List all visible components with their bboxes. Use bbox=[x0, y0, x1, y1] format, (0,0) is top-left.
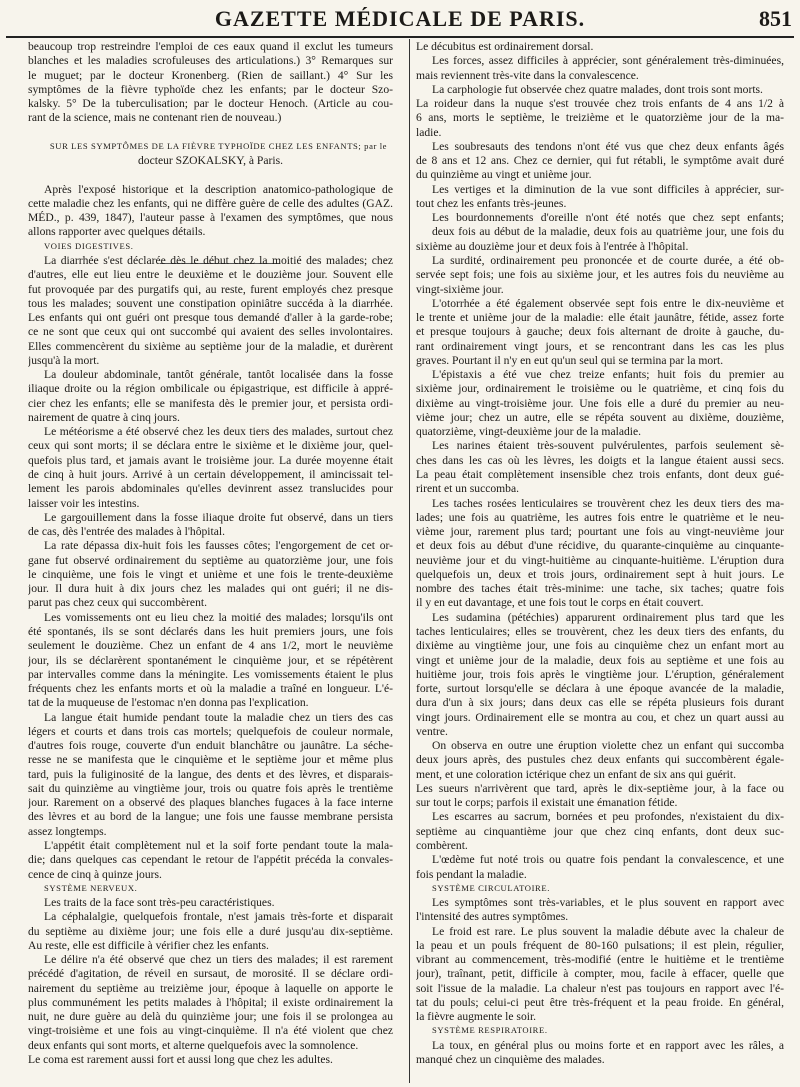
right-column-line: dura d'un à six jours; dans deux cas elle se répéta plusieurs fois durant bbox=[416, 696, 784, 710]
left-column-line: tard, puis la fuliginosité de la langue, des dents et des lèvres, et disparais- bbox=[28, 767, 393, 781]
right-column-line: ment, et une coloration ictérique chez un enfant de six ans qui guérit. bbox=[416, 767, 737, 781]
right-column-line: la peau et un pouls fréquent de 80-160 pulsations; il est plein, régulier, bbox=[416, 938, 784, 952]
right-column-line: Le décubitus est ordinairement dorsal. bbox=[416, 40, 594, 53]
right-column-line: Les sueurs n'arrivèrent que tard, après le dix-septième jour, à la face ou bbox=[416, 781, 784, 795]
left-column-line: précédé d'agitation, de réveil en sursaut, de morosité. Il se déclare ordi- bbox=[28, 967, 393, 981]
left-column-line: quefois plus tard, et jamais avant le troisième jour. La durée moyenne était bbox=[28, 453, 393, 467]
right-column-line: Le froid est rare. Le plus souvent la maladie débute avec la chaleur de bbox=[432, 924, 784, 938]
left-column-line: La langue était humide pendant toute la maladie chez un tiers des cas bbox=[44, 710, 393, 724]
left-column-line: Au reste, elle est difficile à vérifier chez les enfants. bbox=[28, 938, 269, 952]
column-divider bbox=[409, 39, 410, 1083]
right-column-line: deux fois au début de la maladie, deux fois au quatrième jour, une fois du bbox=[432, 225, 784, 239]
right-column-line: dixième au vingt-troisième jour. Une fois elle a duré du premier au neu- bbox=[416, 396, 784, 410]
left-column-line: Les enfants qui ont guéri ont presque tous demandé d'aller à la garde-robe; bbox=[28, 311, 393, 325]
right-column-line: rant ordinairement vingt jours, et se rencontrant dans les cas les plus bbox=[416, 339, 784, 353]
right-column-line: La toux, en général plus ou moins forte et en rapport avec les râles, a bbox=[432, 1038, 784, 1052]
left-column-line: SYSTÈME NERVEUX. bbox=[44, 882, 138, 893]
left-column-line: tat de la muqueuse de l'estomac n'en donna pas l'explication. bbox=[28, 696, 309, 710]
left-column-line: été spontanés, ils se sont déclarés dans les huit premiers jours, une fois bbox=[28, 624, 393, 638]
right-column-line: La roideur dans la nuque s'est trouvée chez trois enfants de 4 ans 1/2 à bbox=[416, 97, 784, 111]
right-column-line: L'épistaxis a été vue chez treize enfants; huit fois du premier au bbox=[432, 368, 784, 382]
left-column-line: deux enfants qui sont morts, et alterne quelquefois avec la somnolence. bbox=[28, 1038, 359, 1052]
right-column-line: tat du pouls; celui-ci peut être très-fréquent et la peau froide. En général, bbox=[416, 995, 784, 1009]
left-column-line: allons rapporter avec quelques détails. bbox=[28, 225, 206, 239]
left-column-line: fréquents chez les enfants morts et où la maladie a traîné en longueur. L'é- bbox=[28, 682, 393, 696]
right-column-line: lades; une fois au quatrième, les autres fois entre le quatrième et le neu- bbox=[416, 510, 784, 524]
left-column-line: parut pas chez ceux qui succombèrent. bbox=[28, 596, 207, 610]
right-column-line: forte, surtout lorsqu'elle se déclara à une époque avancée de la maladie, bbox=[416, 682, 784, 696]
right-column-line: de 8 ans et 12 ans. Chez ce dernier, qui fut rétabli, le symptôme avait duré bbox=[416, 154, 784, 168]
right-column-line: huitième jour, trois fois après le vingtième jour. L'éruption, généralement bbox=[416, 667, 784, 681]
right-column-line: L'otorrhée a été également observée sept fois entre le dix-neuvième et bbox=[432, 296, 784, 310]
header-rule bbox=[6, 36, 794, 38]
left-column-line: jusqu'à la mort. bbox=[28, 353, 100, 367]
left-column-line: ce ne sont que ceux qui ont succombé qui avaient des selles involontaires. bbox=[28, 325, 393, 339]
left-column-line: Elles commencèrent du sixième au septième jour de la maladie, et durèrent bbox=[28, 339, 393, 353]
left-column-line: sait du quinzième au vingtième jour, trois ou quatre fois après le trentième bbox=[28, 781, 393, 795]
left-column-line: cier chez les enfants; elle se manifesta dès le premier jour, et persista ordi- bbox=[28, 396, 393, 410]
right-column-line: l'intensité des autres symptômes. bbox=[416, 910, 569, 924]
left-column-line: assez longtemps. bbox=[28, 824, 107, 838]
left-column-line: rant de la science, mais ne contenant rien de nouveau.) bbox=[28, 111, 282, 125]
right-column-line: graves. Pourtant il n'y en eut qu'un seul qui se termina par la mort. bbox=[416, 353, 724, 367]
left-column-line: jour, ils se déclarèrent spontanément le cinquième jour, et se répétèrent bbox=[28, 653, 393, 667]
left-column-line: die; dans quelques cas cependant le retour de l'appétit précéda la convales- bbox=[28, 853, 393, 867]
right-column-line: Les bourdonnements d'oreille n'ont été notés que chez sept enfants; bbox=[432, 211, 784, 225]
left-column-line: MÉD., p. 439, 1847), l'auteur passe à l'examen des symptômes, que nous bbox=[28, 211, 393, 225]
right-column-line: quatorzième, vingt-deuxième jour de la maladie. bbox=[416, 425, 642, 439]
left-column-line: kalsky. 5° De la tuberculisation; par le docteur Henoch. (Article au cou- bbox=[28, 97, 393, 111]
right-column-line: Les escarres au sacrum, bornées et peu profondes, n'existaient du dix- bbox=[432, 810, 784, 824]
right-column-line: sixième au douzième jour et deux fois à l'entrée à l'hôpital. bbox=[416, 239, 689, 253]
left-column-line: Le météorisme a été observé chez les deux tiers des malades, surtout chez bbox=[44, 425, 393, 439]
right-column-line: vibrant au commencement, très-modifié (entre le huitième et le trentième bbox=[416, 953, 784, 967]
left-column-line: du septième au dixième jour; une fois elle a duré jusqu'au dix-septième. bbox=[28, 924, 393, 938]
right-column-line: mais reviennent très-vite dans la convalescence. bbox=[416, 68, 639, 82]
right-column-line: et presque toujours à gauche; deux fois alternant de droite à gauche, du- bbox=[416, 325, 784, 339]
left-column-line: La douleur abdominale, tantôt générale, tantôt localisée dans la fosse bbox=[44, 368, 393, 382]
right-column-line: On observa en outre une éruption violette chez un enfant qui succomba bbox=[432, 739, 784, 753]
left-column-line: laisser voir les intestins. bbox=[28, 496, 140, 510]
journal-title: GAZETTE MÉDICALE DE PARIS. bbox=[214, 6, 586, 31]
right-column-line: servée sept fois; une fois au sixième jour, et les autres fois du neuvième au bbox=[416, 268, 784, 282]
left-column-line: L'appétit était complètement nul et la soif forte pendant toute la mala- bbox=[44, 838, 393, 852]
left-column-line: de cinq à huit jours. Arrivé à un certain développement, il amincissait tel- bbox=[28, 468, 393, 482]
left-column-line: légers et courts et dans trois cas mortels; quelquefois de couleur normale, bbox=[28, 724, 393, 738]
left-column-line: tous les malades; souvent une constipation opiniâtre succéda à la diarrhée. bbox=[28, 296, 393, 310]
right-column-line: Les vertiges et la diminution de la vue sont difficiles à apprécier, sur- bbox=[432, 182, 784, 196]
left-column-line: blanches et les maladies scrofuleuses des articulations.) 3° Remarques sur bbox=[28, 54, 393, 68]
right-column-line: Les taches rosées lenticulaires se trouvèrent chez les deux tiers des ma- bbox=[432, 496, 784, 510]
right-column-line: le trente et unième jour de la maladie: elle était jaunâtre, fétide, assez forte bbox=[416, 311, 784, 325]
right-column-line: vième jour, rarement plus tard; pourtant une fois au vingt-neuvième jour bbox=[416, 525, 784, 539]
right-column-line: soit l'issue de la maladie. La chaleur n'est pas toujours en rapport avec l'é- bbox=[416, 981, 784, 995]
left-column-line: de cas, dès l'entrée des malades à l'hôpital. bbox=[28, 525, 226, 539]
page-number: 851 bbox=[759, 6, 792, 31]
right-column-line: vième jour; chez un autre, elle se répéta souvent au dixième, douzième, bbox=[416, 410, 784, 424]
left-column-line: des lèvres et au bord de la langue; une fois une fausse membrane persista bbox=[28, 810, 393, 824]
left-column-line: Après l'exposé historique et la description anatomico-pathologique de bbox=[44, 182, 393, 196]
right-column-line: vingt et unième jour de la maladie, deux fois au septième et une fois au bbox=[416, 653, 784, 667]
left-column-line: d'autres, elle eut lieu entre le deuxième et le douzième jour. Souvent elle bbox=[28, 268, 393, 282]
left-column-line: Les vomissements ont eu lieu chez la moitié des malades; lorsqu'ils ont bbox=[44, 610, 393, 624]
left-column-line: SUR LES SYMPTÔMES DE LA FIÈVRE TYPHOÏDE CHEZ LES ENFANTS; par le bbox=[49, 140, 388, 151]
right-column-line: rirent et un succomba. bbox=[416, 482, 520, 496]
left-column-line: jour. Rarement on a observé des plaques blanches fugaces à la face interne bbox=[28, 796, 393, 810]
left-column-line: fut provoquée par des purgatifs qui, au reste, furent employés chez presque bbox=[28, 282, 393, 296]
right-column-line: dixième au vingtième jour, une fois au cinquième chez un enfant mort au bbox=[416, 639, 784, 653]
right-column-line: vingt-sixième jour. bbox=[416, 282, 504, 296]
left-column-line: lement les parois abdominales qu'elles devinrent assez translucides pour bbox=[28, 482, 393, 496]
right-column-line: jour), traînant, petit, difficile à compter, mou, facile à effacer, quelle que bbox=[416, 967, 784, 981]
left-column-line: symptômes de la fièvre typhoïde chez les enfants; par le docteur Szo- bbox=[28, 82, 393, 96]
left-column-line: docteur SZOKALSKY, à Paris. bbox=[137, 154, 284, 168]
right-column-line: Les sudamina (pétéchies) apparurent ordinairement plus tard que les bbox=[432, 610, 784, 624]
right-column-line: La peau était complètement insensible chez trois enfants, dont deux gué- bbox=[416, 468, 784, 482]
left-column-line: gane fut observé ordinairement du septième au quatorzième jour, une fois bbox=[28, 553, 393, 567]
left-column-line: cette maladie chez les enfants, qui ne diffère guère de celle des adultes (GAZ. bbox=[28, 196, 393, 210]
left-column-line: beaucoup trop restreindre l'emploi de ces eaux quand il exclut les tumeurs bbox=[28, 40, 393, 53]
left-column-line: La diarrhée s'est déclarée dès le début chez la moitié des malades; chez bbox=[44, 254, 393, 267]
left-column-line: Le coma est rarement aussi fort et aussi long que chez les adultes. bbox=[28, 1053, 333, 1066]
right-column-line: du quinzième au vingt et unième jour. bbox=[416, 168, 592, 182]
right-column-line: manqué chez un cinquième des malades. bbox=[416, 1053, 605, 1066]
left-column-line: resse ne se manifesta que le cinquième et le septième jour et même plus bbox=[28, 753, 393, 767]
left-column-line: ceux qui sont morts; il se déclara entre le sixième et le dixième jour, quel- bbox=[28, 439, 393, 453]
right-column-line: La surdité, ordinairement peu prononcée et de courte durée, a été ob- bbox=[432, 254, 784, 267]
right-column-line: SYSTÈME CIRCULATOIRE. bbox=[432, 882, 550, 893]
right-column-line: combèrent. bbox=[416, 838, 468, 852]
right-column-line: tout chez les enfants très-jeunes. bbox=[416, 196, 567, 210]
left-column-line: le cinquième, une fois le vingt et unième et une fois le trente-deuxième bbox=[28, 567, 393, 581]
right-column-line: sur tout le corps; parfois il existait une émanation fétide. bbox=[416, 796, 678, 810]
right-column-line: sixième jour, ordinairement le troisième ou le quatrième, et cinq fois du bbox=[416, 382, 784, 396]
right-column-line: SYSTÈME RESPIRATOIRE. bbox=[432, 1025, 548, 1036]
left-column-line: La rate dépassa dix-huit fois les fausses côtes; l'engorgement de cet or- bbox=[44, 539, 393, 553]
right-column-line: L'œdème fut noté trois ou quatre fois pendant la convalescence, et une bbox=[432, 853, 784, 867]
left-column-line: d'autres fois rouge, couverte d'un enduit blanchâtre ou jaunâtre. La séche- bbox=[28, 739, 393, 753]
left-column-line: La céphalalgie, quelquefois frontale, n'est jamais très-forte et disparait bbox=[44, 910, 393, 924]
right-column-line: neuvième jour et du vingt-huitième au cinquante-huitième. L'éruption dura bbox=[416, 553, 784, 567]
right-column-line: et deux fois au début d'une récidive, du quarante-cinquième au cinquante- bbox=[416, 539, 784, 553]
right-column-line: septième au cinquantième jour que chez cinq enfants, dont deux suc- bbox=[416, 824, 784, 838]
right-column-line: Les narines étaient très-souvent pulvérulentes, parfois seulement sè- bbox=[432, 439, 784, 453]
right-column-line: 6 ans, morts le septième, le treizième et le quatorzième jour de la ma- bbox=[416, 111, 784, 125]
right-column-line: il y en eut davantage, et une fois tout le corps en était couvert. bbox=[416, 596, 704, 610]
left-column-line: iliaque droite ou la région ombilicale ou épigastrique, est difficile à appré- bbox=[28, 382, 393, 396]
left-column-line: par intervalles comme dans la méningite. Les vomissements étaient le plus bbox=[28, 667, 393, 681]
right-column-line: fois pendant la maladie. bbox=[416, 867, 527, 881]
right-column-line: quelquefois un, deux et trois jours, ordinairement sept à huit jours. Le bbox=[416, 567, 784, 581]
right-column-line: ventre. bbox=[416, 724, 448, 738]
left-column-line: vingt-troisième et une fois au vingt-cinquième. Il n'a été violent que chez bbox=[28, 1024, 393, 1038]
left-column-line: Le délire n'a été observé que chez un tiers des malades; il est rarement bbox=[44, 953, 393, 967]
left-column-line: Les traits de la face sont très-peu caractéristiques. bbox=[44, 896, 275, 910]
left-column-line: cence de cinq à quinze jours. bbox=[28, 867, 162, 881]
right-column-line: ladie. bbox=[416, 125, 442, 139]
left-column-line: nairement du septième au treizième jour, époque à laquelle on apporte le bbox=[28, 981, 393, 995]
right-column-line: Les symptômes sont très-variables, et le plus souvent en rapport avec bbox=[432, 896, 784, 910]
right-column-line: La carphologie fut observée chez quatre malades, dont trois sont morts. bbox=[432, 82, 763, 96]
right-column-line: Les soubresauts des tendons n'ont été vus que chez deux enfants âgés bbox=[432, 139, 784, 153]
left-column-line: nuit, ne dure guère au delà du quinzième jour; une fois il se prolongea au bbox=[28, 1010, 393, 1024]
right-column-line: la fièvre augmente le soir. bbox=[416, 1010, 537, 1024]
right-column-line: Les forces, assez difficiles à apprécier, sont généralement très-diminuées, bbox=[432, 54, 784, 68]
left-column-line: nairement de quatre à cinq jours. bbox=[28, 410, 180, 424]
left-column-line: plus communément les petits malades à l'hôpital; il existe ordinairement la bbox=[28, 995, 393, 1009]
right-column-line: deux jours après, des pustules chez deux enfants qui succombèrent égale- bbox=[416, 753, 784, 767]
right-column-line: taches lenticulaires; elles se trouvèrent, chez les deux tiers des enfants, du bbox=[416, 624, 784, 638]
left-column-line: le muguet; par le docteur Kronenberg. (Rien de saillant.) 4° Sur les bbox=[28, 68, 393, 82]
right-column-line: vingt jours. Ordinairement elle se montra au cou, et chez un quart aussi au bbox=[416, 710, 784, 724]
left-column-line: VOIES DIGESTIVES. bbox=[44, 240, 134, 251]
left-column-line: jour. Il dura huit à dix jours chez les malades qui ont guéri; il ne dis- bbox=[28, 582, 393, 596]
right-column-line: nombre des taches était très-minime: une tache, six taches; quatre fois bbox=[416, 582, 784, 596]
left-column-line: Le gargouillement dans la fosse iliaque droite fut observé, dans un tiers bbox=[44, 510, 393, 524]
right-column-line: ches dans les cas où les lèvres, les doigts et la langue étaient aussi secs. bbox=[416, 453, 784, 467]
left-column-line: seulement le douzième. Chez un enfant de 4 ans 1/2, mort le neuvième bbox=[28, 639, 393, 653]
